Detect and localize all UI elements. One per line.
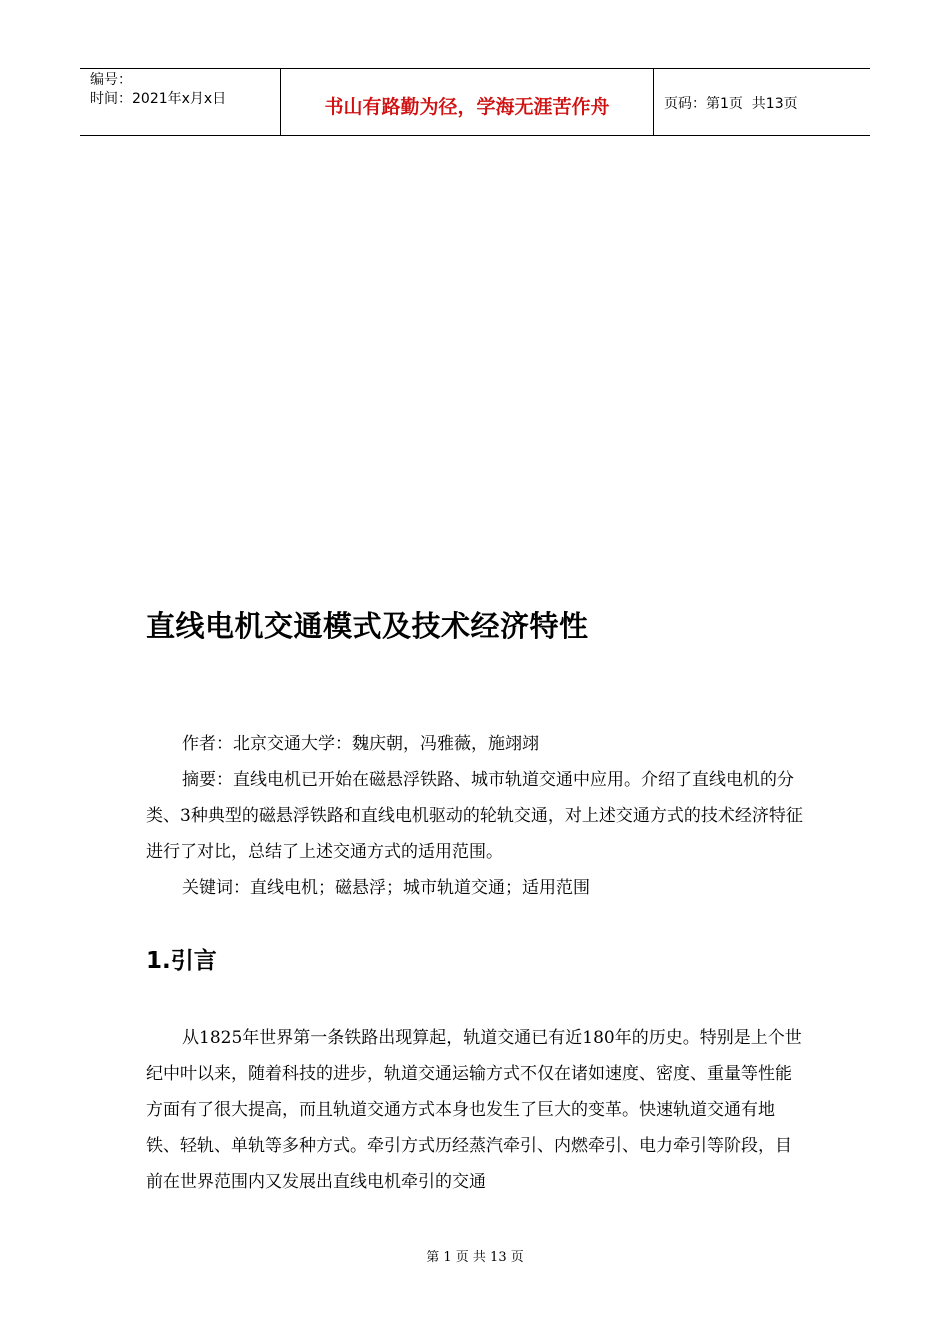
page-footer: 第 1 页 共 13 页 [426, 1250, 524, 1265]
header-motto: 书山有路勤为径，学海无涯苦作舟 [324, 95, 610, 118]
document-time-label: 时间：2021年x月x日 [90, 91, 227, 107]
document-number-label: 编号： [90, 72, 132, 88]
document-header [80, 68, 870, 136]
header-page-info: 页码：第1页 共13页 [664, 96, 798, 112]
front-matter [146, 726, 808, 906]
section-heading-introduction: 1.引言 [146, 948, 217, 974]
introduction-paragraph: 从1825年世界第一条铁路出现算起，轨道交通已有近180年的历史。特别是上个世纪中叶以来，随着科技的进步，轨道交通运输方式不仅在诸如速度、密度、重量等性能方面有了很大提高，而且轨道交通方式本身也发生了巨大的变革。快速轨道交通有地铁、轻轨、单轨等多种方式。牵引方式历经蒸汽牵引、内燃牵引、电力牵引等阶段，目前在世界范围内又发展出直线电机牵引的交通 [146, 1028, 802, 1192]
keywords-line: 关键词：直线电机；磁悬浮；城市轨道交通；适用范围 [182, 878, 590, 898]
header-motto-cell [281, 69, 654, 135]
author-line: 作者：北京交通大学：魏庆朝，冯雅薇，施翊翊 [182, 734, 539, 754]
abstract-paragraph: 摘要：直线电机已开始在磁悬浮铁路、城市轨道交通中应用。介绍了直线电机的分类、3种典型的磁悬浮铁路和直线电机驱动的轮轨交通，对上述交通方式的技术经济特征进行了对比，总结了上述交通方式的适用范围。 [146, 770, 803, 862]
introduction-body [146, 1020, 808, 1200]
header-page-cell [654, 69, 870, 135]
document-title: 直线电机交通模式及技术经济特性 [146, 609, 589, 643]
header-meta-cell [80, 69, 281, 135]
